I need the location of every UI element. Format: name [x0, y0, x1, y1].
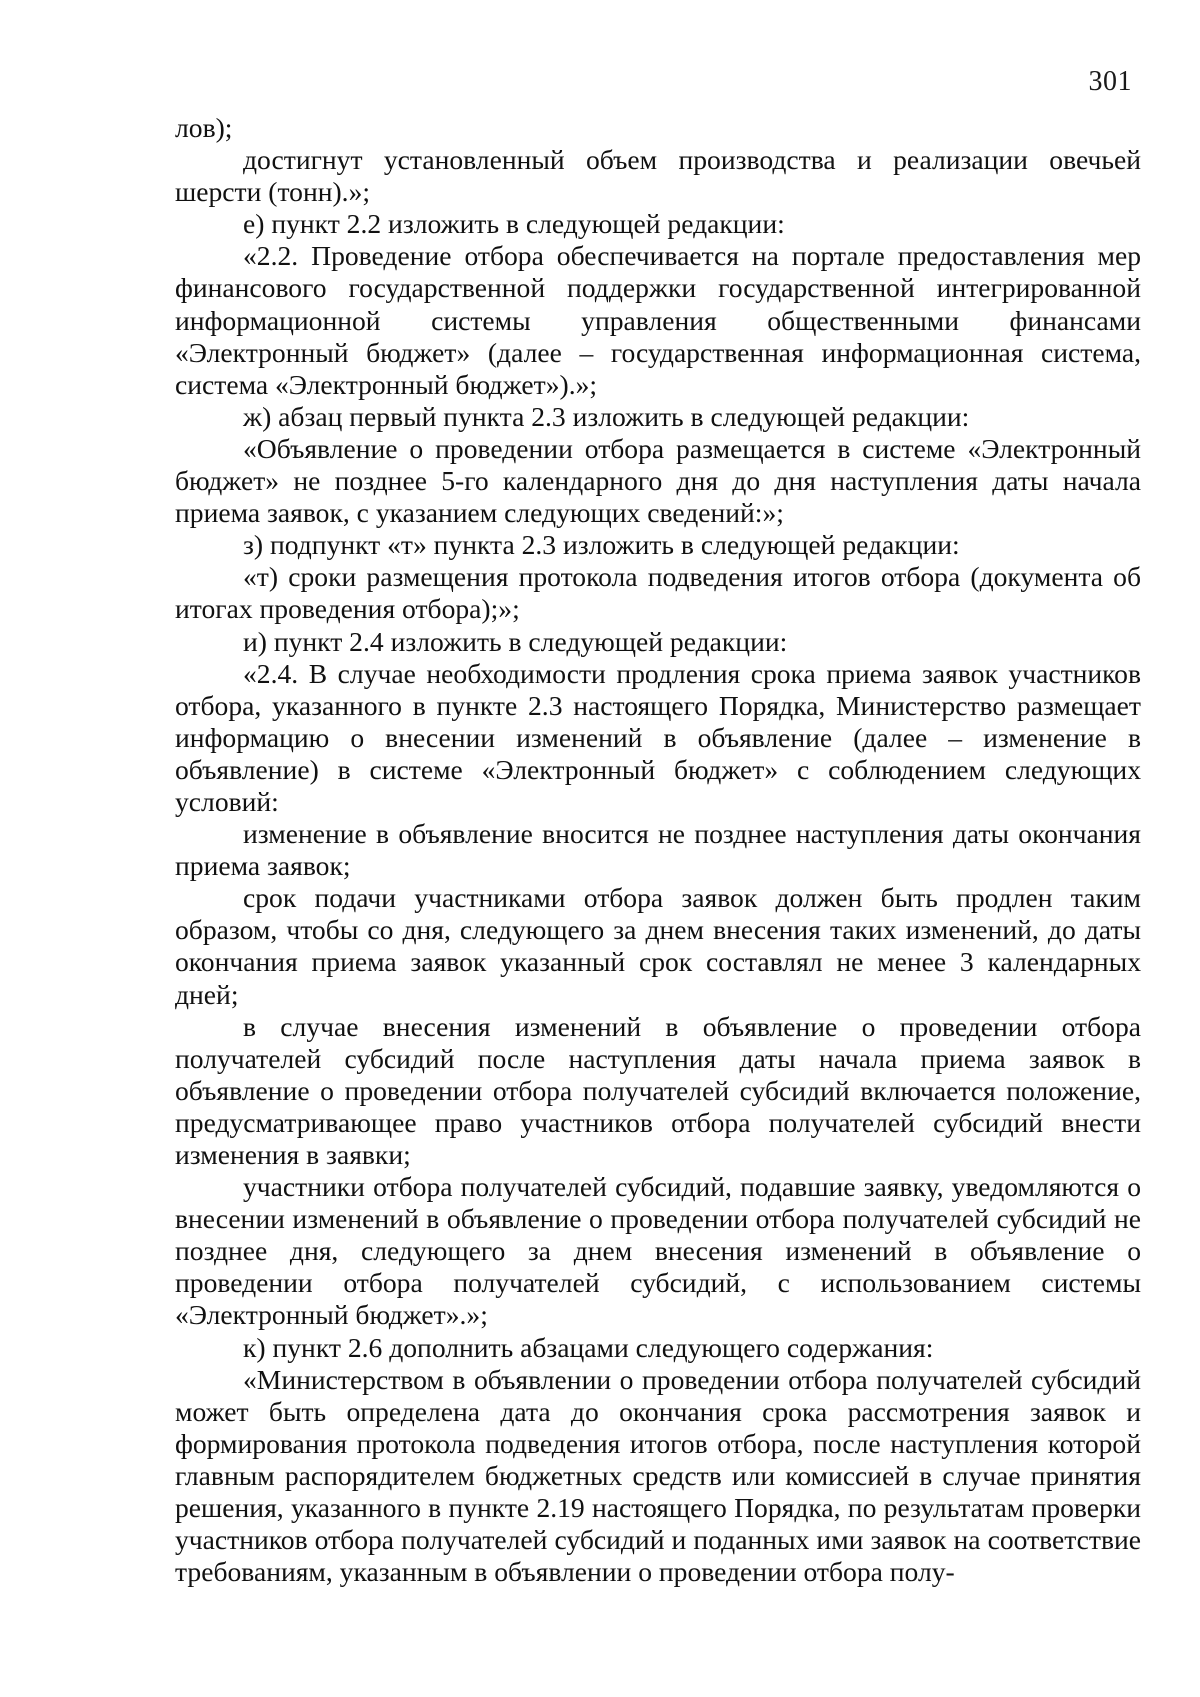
paragraph: достигнут установленный объем производства и реализации овечьей шерсти (тонн).»; — [175, 144, 1141, 208]
paragraph: е) пункт 2.2 изложить в следующей редакции: — [243, 208, 785, 240]
paragraph: изменение в объявление вносится не позднее наступления даты окончания приема заявок; — [175, 818, 1141, 882]
paragraph: в случае внесения изменений в объявление о проведении отбора получателей субсидий после наступления даты начала приема заявок в объявление о проведении отбора получателей субсидий включается положение, предусматривающее право участников отбора получателей субсидий внести изменения в заявки; — [175, 1010, 1141, 1170]
page-number: 301 — [1088, 66, 1132, 97]
paragraph: «2.2. Проведение отбора обеспечивается на портале предоставления мер финансового государственной поддержки государственной интегрированной информационной системы управления общественными финансами «Электронный бюджет» (далее – государственная информационная система, система «Электронный бюджет»).»; — [175, 240, 1141, 400]
paragraph: з) подпункт «т» пункта 2.3 изложить в следующей редакции: — [243, 529, 960, 561]
paragraph: «2.4. В случае необходимости продления срока приема заявок участников отбора, указанного в пункте 2.3 настоящего Порядка, Министерство размещает информацию о внесении изменений в объявление (далее – изменение в объявление) в системе «Электронный бюджет» с соблюдением следующих условий: — [175, 657, 1141, 817]
paragraph: «Министерством в объявлении о проведении отбора получателей субсидий может быть определена дата до окончания срока рассмотрения заявок и формирования протокола подведения итогов отбора, после наступления которой главным распорядителем бюджетных средств или комиссией в случае принятия решения, указанного в пункте 2.19 настоящего Порядка, по результатам проверки участников отбора получателей субсидий и поданных ими заявок на соответствие требованиям, указанным в объявлении о проведении отбора полу- — [175, 1363, 1141, 1588]
paragraph: срок подачи участниками отбора заявок должен быть продлен таким образом, чтобы со дня, следующего за днем внесения таких изменений, до даты окончания приема заявок указанный срок составлял не менее 3 календарных дней; — [175, 882, 1141, 1010]
paragraph: «т) сроки размещения протокола подведения итогов отбора (документа об итогах проведения отбора);»; — [175, 561, 1141, 625]
paragraph: к) пункт 2.6 дополнить абзацами следующего содержания: — [243, 1331, 934, 1363]
paragraph: «Объявление о проведении отбора размещается в системе «Электронный бюджет» не позднее 5-го календарного дня до дня наступления даты начала приема заявок, с указанием следующих сведений:»; — [175, 432, 1141, 529]
paragraph: и) пункт 2.4 изложить в следующей редакции: — [243, 625, 788, 657]
document-body — [175, 112, 1141, 1588]
paragraph: ж) абзац первый пункта 2.3 изложить в следующей редакции: — [243, 400, 970, 432]
paragraph: участники отбора получателей субсидий, подавшие заявку, уведомляются о внесении изменений в объявление о проведении отбора получателей субсидий не позднее дня, следующего за днем внесения изменений в объявление о проведении отбора получателей субсидий, с использованием системы «Электронный бюджет».»; — [175, 1171, 1141, 1331]
paragraph: лов); — [175, 112, 233, 143]
